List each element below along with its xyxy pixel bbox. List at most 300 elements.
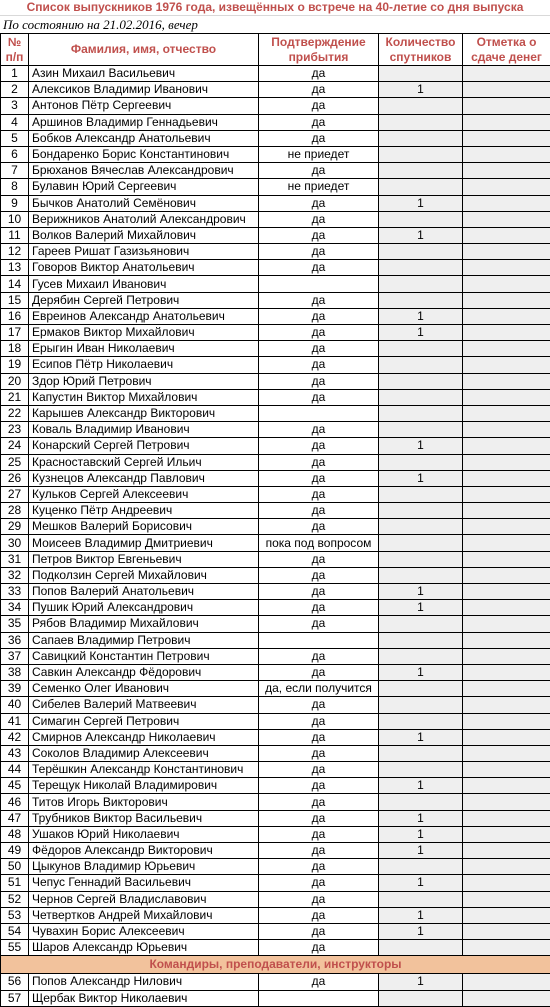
row-confirmation[interactable]: да <box>259 503 379 519</box>
row-name[interactable]: Попов Александр Нилович <box>29 974 259 990</box>
header-num[interactable]: № п/п <box>1 34 29 66</box>
row-money-mark[interactable] <box>463 826 550 842</box>
row-money-mark[interactable] <box>463 422 550 438</box>
row-money-mark[interactable] <box>463 990 550 1006</box>
row-companions[interactable] <box>379 519 463 535</box>
row-number[interactable]: 13 <box>1 260 29 276</box>
row-number[interactable]: 31 <box>1 551 29 567</box>
row-companions[interactable] <box>379 891 463 907</box>
row-companions[interactable] <box>379 114 463 130</box>
row-number[interactable]: 46 <box>1 794 29 810</box>
row-money-mark[interactable] <box>463 664 550 680</box>
row-name[interactable]: Верижников Анатолий Александрович <box>29 211 259 227</box>
row-name[interactable]: Гареев Ришат Газизьянович <box>29 244 259 260</box>
row-companions[interactable] <box>379 389 463 405</box>
row-companions[interactable] <box>379 745 463 761</box>
row-number[interactable]: 35 <box>1 616 29 632</box>
row-number[interactable]: 23 <box>1 422 29 438</box>
row-confirmation[interactable]: да <box>259 551 379 567</box>
row-companions[interactable]: 1 <box>379 907 463 923</box>
row-money-mark[interactable] <box>463 454 550 470</box>
row-companions[interactable] <box>379 535 463 551</box>
row-number[interactable]: 17 <box>1 325 29 341</box>
row-money-mark[interactable] <box>463 179 550 195</box>
row-confirmation[interactable]: да <box>259 826 379 842</box>
row-confirmation[interactable]: не приедет <box>259 179 379 195</box>
row-number[interactable]: 51 <box>1 875 29 891</box>
row-confirmation[interactable]: да <box>259 389 379 405</box>
row-companions[interactable]: 1 <box>379 600 463 616</box>
row-name[interactable]: Коваль Владимир Иванович <box>29 422 259 438</box>
row-name[interactable]: Евреинов Александр Анатольевич <box>29 308 259 324</box>
row-confirmation[interactable]: да <box>259 227 379 243</box>
row-confirmation[interactable]: да <box>259 713 379 729</box>
row-name[interactable]: Булавин Юрий Сергеевич <box>29 179 259 195</box>
row-confirmation[interactable]: да <box>259 794 379 810</box>
row-name[interactable]: Четвертков Андрей Михайлович <box>29 907 259 923</box>
table-row <box>1 843 550 859</box>
row-confirmation[interactable]: да <box>259 600 379 616</box>
row-money-mark[interactable] <box>463 163 550 179</box>
row-name[interactable]: Цыкунов Владимир Юрьевич <box>29 859 259 875</box>
row-name[interactable]: Волков Валерий Михайлович <box>29 227 259 243</box>
row-name[interactable]: Говоров Виктор Анатольевич <box>29 260 259 276</box>
row-money-mark[interactable] <box>463 940 550 956</box>
row-name[interactable]: Терещук Николай Владимирович <box>29 778 259 794</box>
row-companions[interactable] <box>379 373 463 389</box>
row-confirmation[interactable]: да <box>259 292 379 308</box>
row-name[interactable]: Куценко Пётр Андреевич <box>29 503 259 519</box>
row-money-mark[interactable] <box>463 486 550 502</box>
row-companions[interactable] <box>379 292 463 308</box>
row-companions[interactable]: 1 <box>379 438 463 454</box>
row-money-mark[interactable] <box>463 519 550 535</box>
row-number[interactable]: 48 <box>1 826 29 842</box>
table-row <box>1 341 550 357</box>
row-money-mark[interactable] <box>463 98 550 114</box>
row-companions[interactable]: 1 <box>379 325 463 341</box>
row-money-mark[interactable] <box>463 584 550 600</box>
row-number[interactable]: 3 <box>1 98 29 114</box>
row-money-mark[interactable] <box>463 146 550 162</box>
row-money-mark[interactable] <box>463 875 550 891</box>
row-name[interactable]: Кузнецов Александр Павлович <box>29 470 259 486</box>
row-confirmation[interactable] <box>259 990 379 1006</box>
row-name[interactable]: Азин Михаил Васильевич <box>29 66 259 82</box>
row-number[interactable]: 54 <box>1 923 29 939</box>
row-confirmation[interactable]: да <box>259 486 379 502</box>
row-name[interactable]: Чепус Геннадий Васильевич <box>29 875 259 891</box>
row-companions[interactable] <box>379 762 463 778</box>
row-money-mark[interactable] <box>463 373 550 389</box>
row-name[interactable]: Бобков Александр Анатольевич <box>29 130 259 146</box>
row-money-mark[interactable] <box>463 681 550 697</box>
row-money-mark[interactable] <box>463 713 550 729</box>
row-number[interactable]: 47 <box>1 810 29 826</box>
row-companions[interactable] <box>379 405 463 421</box>
row-number[interactable]: 30 <box>1 535 29 551</box>
row-number[interactable]: 34 <box>1 600 29 616</box>
row-money-mark[interactable] <box>463 130 550 146</box>
row-name[interactable]: Савкин Александр Фёдорович <box>29 664 259 680</box>
row-confirmation[interactable]: да <box>259 584 379 600</box>
table-row <box>1 567 550 583</box>
row-money-mark[interactable] <box>463 632 550 648</box>
row-confirmation[interactable] <box>259 405 379 421</box>
row-number[interactable]: 42 <box>1 729 29 745</box>
row-name[interactable]: Ушаков Юрий Николаевич <box>29 826 259 842</box>
row-companions[interactable]: 1 <box>379 843 463 859</box>
row-number[interactable]: 53 <box>1 907 29 923</box>
row-name[interactable]: Попов Валерий Анатольевич <box>29 584 259 600</box>
row-confirmation[interactable]: да <box>259 308 379 324</box>
header-money[interactable]: Отметка о сдаче денег <box>463 34 550 66</box>
row-money-mark[interactable] <box>463 648 550 664</box>
row-name[interactable]: Гусев Михаил Иванович <box>29 276 259 292</box>
row-confirmation[interactable]: да <box>259 974 379 990</box>
row-companions[interactable]: 1 <box>379 826 463 842</box>
row-number[interactable]: 52 <box>1 891 29 907</box>
row-name[interactable]: Симагин Сергей Петрович <box>29 713 259 729</box>
row-confirmation[interactable]: да, если получится <box>259 681 379 697</box>
row-money-mark[interactable] <box>463 891 550 907</box>
row-name[interactable]: Фёдоров Александр Викторович <box>29 843 259 859</box>
row-confirmation[interactable]: да <box>259 648 379 664</box>
row-confirmation[interactable]: да <box>259 519 379 535</box>
row-companions[interactable]: 1 <box>379 923 463 939</box>
row-money-mark[interactable] <box>463 859 550 875</box>
row-companions[interactable] <box>379 940 463 956</box>
row-confirmation[interactable]: да <box>259 940 379 956</box>
row-companions[interactable] <box>379 567 463 583</box>
row-companions[interactable]: 1 <box>379 470 463 486</box>
row-companions[interactable]: 1 <box>379 875 463 891</box>
row-name[interactable]: Ермаков Виктор Михайлович <box>29 325 259 341</box>
row-companions[interactable]: 1 <box>379 810 463 826</box>
row-money-mark[interactable] <box>463 843 550 859</box>
row-confirmation[interactable]: да <box>259 729 379 745</box>
row-name[interactable]: Здор Юрий Петрович <box>29 373 259 389</box>
table-row <box>1 745 550 761</box>
row-confirmation[interactable]: да <box>259 211 379 227</box>
row-money-mark[interactable] <box>463 211 550 227</box>
row-confirmation[interactable]: да <box>259 66 379 82</box>
row-confirmation[interactable]: да <box>259 875 379 891</box>
row-number[interactable]: 19 <box>1 357 29 373</box>
row-companions[interactable] <box>379 146 463 162</box>
row-money-mark[interactable] <box>463 292 550 308</box>
row-name[interactable]: Бычков Анатолий Семёнович <box>29 195 259 211</box>
row-name[interactable]: Брюханов Вячеслав Александрович <box>29 163 259 179</box>
row-confirmation[interactable]: да <box>259 325 379 341</box>
row-number[interactable]: 10 <box>1 211 29 227</box>
row-companions[interactable] <box>379 551 463 567</box>
row-name[interactable]: Конарский Сергей Петрович <box>29 438 259 454</box>
row-name[interactable]: Чувахин Борис Алексеевич <box>29 923 259 939</box>
row-name[interactable]: Шаров Александр Юрьевич <box>29 940 259 956</box>
row-number[interactable]: 38 <box>1 664 29 680</box>
row-confirmation[interactable]: да <box>259 616 379 632</box>
row-money-mark[interactable] <box>463 907 550 923</box>
row-name[interactable]: Есипов Пётр Николаевич <box>29 357 259 373</box>
row-number[interactable]: 5 <box>1 130 29 146</box>
row-companions[interactable]: 1 <box>379 664 463 680</box>
row-number[interactable]: 7 <box>1 163 29 179</box>
row-number[interactable]: 49 <box>1 843 29 859</box>
row-confirmation[interactable]: пока под вопросом <box>259 535 379 551</box>
row-name[interactable]: Бондаренко Борис Константинович <box>29 146 259 162</box>
row-name[interactable]: Антонов Пётр Сергеевич <box>29 98 259 114</box>
row-confirmation[interactable] <box>259 276 379 292</box>
row-confirmation[interactable]: да <box>259 195 379 211</box>
row-confirmation[interactable]: да <box>259 810 379 826</box>
row-companions[interactable] <box>379 98 463 114</box>
row-companions[interactable] <box>379 260 463 276</box>
header-confirm[interactable]: Подтверждение прибытия <box>259 34 379 66</box>
row-confirmation[interactable]: не приедет <box>259 146 379 162</box>
row-money-mark[interactable] <box>463 405 550 421</box>
row-companions[interactable] <box>379 681 463 697</box>
row-money-mark[interactable] <box>463 357 550 373</box>
row-companions[interactable] <box>379 648 463 664</box>
row-number[interactable]: 45 <box>1 778 29 794</box>
row-name[interactable]: Красноставский Сергей Ильич <box>29 454 259 470</box>
row-confirmation[interactable]: да <box>259 260 379 276</box>
row-number[interactable]: 12 <box>1 244 29 260</box>
row-companions[interactable] <box>379 632 463 648</box>
row-number[interactable]: 29 <box>1 519 29 535</box>
row-confirmation[interactable]: да <box>259 244 379 260</box>
row-confirmation[interactable]: да <box>259 843 379 859</box>
table-row <box>1 227 550 243</box>
row-number[interactable]: 37 <box>1 648 29 664</box>
row-number[interactable]: 1 <box>1 66 29 82</box>
row-companions[interactable] <box>379 616 463 632</box>
row-companions[interactable] <box>379 503 463 519</box>
row-name[interactable]: Дерябин Сергей Петрович <box>29 292 259 308</box>
row-number[interactable]: 4 <box>1 114 29 130</box>
row-money-mark[interactable] <box>463 551 550 567</box>
row-number[interactable]: 57 <box>1 990 29 1006</box>
table-row <box>1 308 550 324</box>
row-companions[interactable] <box>379 211 463 227</box>
row-number[interactable]: 16 <box>1 308 29 324</box>
row-number[interactable]: 15 <box>1 292 29 308</box>
row-name[interactable]: Трубников Виктор Васильевич <box>29 810 259 826</box>
row-money-mark[interactable] <box>463 438 550 454</box>
row-money-mark[interactable] <box>463 697 550 713</box>
row-money-mark[interactable] <box>463 974 550 990</box>
row-name[interactable]: Смирнов Александр Николаевич <box>29 729 259 745</box>
row-companions[interactable] <box>379 794 463 810</box>
row-money-mark[interactable] <box>463 260 550 276</box>
row-companions[interactable] <box>379 697 463 713</box>
row-number[interactable]: 14 <box>1 276 29 292</box>
row-confirmation[interactable]: да <box>259 98 379 114</box>
row-name[interactable]: Титов Игорь Викторович <box>29 794 259 810</box>
row-companions[interactable]: 1 <box>379 195 463 211</box>
row-money-mark[interactable] <box>463 114 550 130</box>
row-number[interactable]: 22 <box>1 405 29 421</box>
row-number[interactable]: 28 <box>1 503 29 519</box>
row-confirmation[interactable]: да <box>259 859 379 875</box>
row-companions[interactable]: 1 <box>379 584 463 600</box>
row-money-mark[interactable] <box>463 276 550 292</box>
row-name[interactable]: Чернов Сергей Владиславович <box>29 891 259 907</box>
row-confirmation[interactable]: да <box>259 697 379 713</box>
row-number[interactable]: 6 <box>1 146 29 162</box>
row-money-mark[interactable] <box>463 535 550 551</box>
row-number[interactable]: 26 <box>1 470 29 486</box>
row-companions[interactable] <box>379 422 463 438</box>
row-confirmation[interactable]: да <box>259 891 379 907</box>
row-companions[interactable] <box>379 859 463 875</box>
row-number[interactable]: 25 <box>1 454 29 470</box>
row-confirmation[interactable]: да <box>259 664 379 680</box>
row-number[interactable]: 2 <box>1 82 29 98</box>
row-money-mark[interactable] <box>463 745 550 761</box>
row-confirmation[interactable]: да <box>259 923 379 939</box>
row-name[interactable]: Капустин Виктор Михайлович <box>29 389 259 405</box>
table-row <box>1 584 550 600</box>
row-confirmation[interactable]: да <box>259 762 379 778</box>
row-money-mark[interactable] <box>463 600 550 616</box>
row-number[interactable]: 39 <box>1 681 29 697</box>
row-money-mark[interactable] <box>463 778 550 794</box>
row-money-mark[interactable] <box>463 195 550 211</box>
row-number[interactable]: 21 <box>1 389 29 405</box>
row-money-mark[interactable] <box>463 341 550 357</box>
row-companions[interactable]: 1 <box>379 308 463 324</box>
row-name[interactable]: Кульков Сергей Алексеевич <box>29 486 259 502</box>
table-row <box>1 276 550 292</box>
row-companions[interactable] <box>379 130 463 146</box>
row-number[interactable]: 41 <box>1 713 29 729</box>
row-name[interactable]: Аршинов Владимир Геннадьевич <box>29 114 259 130</box>
row-companions[interactable]: 1 <box>379 974 463 990</box>
row-confirmation[interactable]: да <box>259 163 379 179</box>
row-money-mark[interactable] <box>463 810 550 826</box>
row-companions[interactable] <box>379 454 463 470</box>
row-money-mark[interactable] <box>463 567 550 583</box>
row-money-mark[interactable] <box>463 503 550 519</box>
row-number[interactable]: 27 <box>1 486 29 502</box>
row-name[interactable]: Щербак Виктор Николаевич <box>29 990 259 1006</box>
row-confirmation[interactable]: да <box>259 454 379 470</box>
row-confirmation[interactable]: да <box>259 373 379 389</box>
row-number[interactable]: 24 <box>1 438 29 454</box>
row-companions[interactable] <box>379 486 463 502</box>
row-name[interactable]: Пушик Юрий Александрович <box>29 600 259 616</box>
row-money-mark[interactable] <box>463 470 550 486</box>
row-confirmation[interactable]: да <box>259 114 379 130</box>
row-money-mark[interactable] <box>463 66 550 82</box>
row-name[interactable]: Карышев Александр Викторович <box>29 405 259 421</box>
row-number[interactable]: 8 <box>1 179 29 195</box>
header-companions[interactable]: Количество спутников <box>379 34 463 66</box>
row-confirmation[interactable]: да <box>259 357 379 373</box>
row-money-mark[interactable] <box>463 308 550 324</box>
row-confirmation[interactable]: да <box>259 778 379 794</box>
row-name[interactable]: Моисеев Владимир Дмитриевич <box>29 535 259 551</box>
row-companions[interactable]: 1 <box>379 227 463 243</box>
row-money-mark[interactable] <box>463 389 550 405</box>
row-number[interactable]: 55 <box>1 940 29 956</box>
row-number[interactable]: 43 <box>1 745 29 761</box>
row-number[interactable]: 11 <box>1 227 29 243</box>
row-money-mark[interactable] <box>463 762 550 778</box>
row-name[interactable]: Сапаев Владимир Петрович <box>29 632 259 648</box>
row-companions[interactable] <box>379 341 463 357</box>
row-name[interactable]: Мешков Валерий Борисович <box>29 519 259 535</box>
row-name[interactable]: Ерыгин Иван Николаевич <box>29 341 259 357</box>
row-money-mark[interactable] <box>463 244 550 260</box>
row-companions[interactable] <box>379 276 463 292</box>
row-number[interactable]: 9 <box>1 195 29 211</box>
row-number[interactable]: 33 <box>1 584 29 600</box>
row-name[interactable]: Подколзин Сергей Михайлович <box>29 567 259 583</box>
row-money-mark[interactable] <box>463 729 550 745</box>
row-confirmation[interactable]: да <box>259 567 379 583</box>
row-companions[interactable] <box>379 66 463 82</box>
row-companions[interactable]: 1 <box>379 778 463 794</box>
row-companions[interactable] <box>379 179 463 195</box>
row-name[interactable]: Сибелев Валерий Матвеевич <box>29 697 259 713</box>
row-money-mark[interactable] <box>463 794 550 810</box>
row-confirmation[interactable]: да <box>259 745 379 761</box>
row-money-mark[interactable] <box>463 325 550 341</box>
row-number[interactable]: 20 <box>1 373 29 389</box>
row-companions[interactable] <box>379 163 463 179</box>
table-row <box>1 794 550 810</box>
row-companions[interactable]: 1 <box>379 729 463 745</box>
row-companions[interactable] <box>379 713 463 729</box>
row-confirmation[interactable]: да <box>259 470 379 486</box>
row-confirmation[interactable]: да <box>259 907 379 923</box>
row-name[interactable]: Петров Виктор Евгеньевич <box>29 551 259 567</box>
row-money-mark[interactable] <box>463 616 550 632</box>
row-confirmation[interactable]: да <box>259 341 379 357</box>
row-name[interactable]: Семенко Олег Иванович <box>29 681 259 697</box>
row-companions[interactable] <box>379 244 463 260</box>
row-confirmation[interactable]: да <box>259 422 379 438</box>
row-name[interactable]: Алексиков Владимир Иванович <box>29 82 259 98</box>
row-name[interactable]: Рябов Владимир Михайлович <box>29 616 259 632</box>
row-number[interactable]: 44 <box>1 762 29 778</box>
row-money-mark[interactable] <box>463 82 550 98</box>
row-number[interactable]: 32 <box>1 567 29 583</box>
row-confirmation[interactable] <box>259 632 379 648</box>
row-name[interactable]: Терёшкин Александр Константинович <box>29 762 259 778</box>
row-companions[interactable] <box>379 990 463 1006</box>
row-number[interactable]: 56 <box>1 974 29 990</box>
row-money-mark[interactable] <box>463 227 550 243</box>
row-money-mark[interactable] <box>463 923 550 939</box>
row-number[interactable]: 36 <box>1 632 29 648</box>
row-number[interactable]: 18 <box>1 341 29 357</box>
row-companions[interactable] <box>379 357 463 373</box>
header-name[interactable]: Фамилия, имя, отчество <box>29 34 259 66</box>
table-row <box>1 325 550 341</box>
row-confirmation[interactable]: да <box>259 438 379 454</box>
row-name[interactable]: Савицкий Константин Петрович <box>29 648 259 664</box>
row-number[interactable]: 40 <box>1 697 29 713</box>
row-number[interactable]: 50 <box>1 859 29 875</box>
row-confirmation[interactable]: да <box>259 82 379 98</box>
row-name[interactable]: Соколов Владимир Алексеевич <box>29 745 259 761</box>
row-companions[interactable]: 1 <box>379 82 463 98</box>
row-confirmation[interactable]: да <box>259 130 379 146</box>
